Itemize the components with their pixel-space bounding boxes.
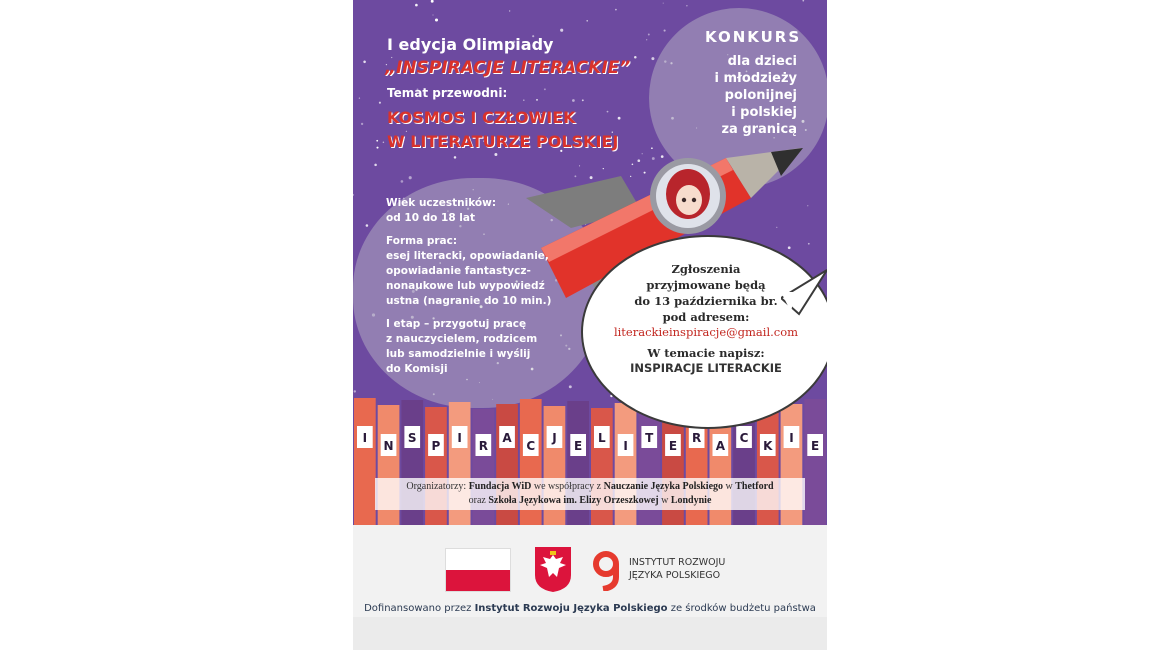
form-line: esej literacki, opowiadanie, (386, 250, 549, 262)
spine-letter: E (574, 439, 583, 453)
spine-letter: A (502, 431, 512, 445)
star (646, 39, 647, 40)
olympiad-name: „INSPIRACJE LITERACKIE” (385, 58, 631, 78)
bubble-line: W temacie napisz: (647, 346, 765, 360)
star (366, 224, 369, 227)
organizers-w: w (723, 481, 736, 492)
stage-line: do Komisji (386, 363, 448, 375)
organizers-and: oraz (468, 495, 489, 506)
book-spine (804, 399, 826, 525)
star (509, 10, 510, 11)
organizer-2: Nauczanie Języka Polskiego (603, 481, 724, 492)
star (379, 102, 381, 104)
spine-letter: I (789, 431, 794, 445)
star (361, 123, 363, 125)
star (431, 0, 434, 3)
organizer-3-city: Londynie (670, 495, 712, 506)
irjp-logo-icon (593, 551, 623, 591)
organizers-prefix: Organizatorzy: (406, 481, 469, 492)
irjp-name (629, 556, 725, 582)
organizers-note (375, 478, 805, 510)
spine-letter: E (668, 439, 678, 453)
funding-org: Instytut Rozwoju Języka Polskiego (474, 603, 668, 614)
age-label: Wiek uczestników: (386, 197, 497, 209)
bubble-subject: INSPIRACJE LITERACKIE (630, 361, 782, 375)
age-value: od 10 do 18 lat (386, 212, 476, 224)
spine-letter: J (552, 431, 557, 445)
organizers-w: w (658, 495, 671, 506)
star (544, 88, 546, 90)
footer-band (353, 617, 827, 650)
irjp-name-line2: JĘZYKA POLSKIEGO (629, 570, 721, 581)
sponsor-footer (353, 525, 827, 650)
star (586, 20, 588, 22)
girl-eye-right (692, 198, 696, 202)
edition-heading: I edycja Olimpiady (387, 35, 554, 54)
polish-flag-icon (446, 549, 510, 591)
contest-line: i polskiej (731, 105, 797, 120)
star (664, 30, 666, 32)
spine-letter: P (431, 439, 441, 453)
star (572, 99, 575, 102)
funding-statement (353, 603, 827, 614)
star (409, 176, 412, 179)
stage-line: I etap – przygotuj pracę (386, 318, 527, 330)
spine-letter: T (645, 431, 654, 445)
organizer-1: Fundacja WiD (468, 481, 532, 492)
spine-letter: K (763, 439, 773, 453)
star (634, 56, 637, 59)
participant-info (386, 196, 571, 377)
theme-line-1: KOSMOS I CZŁOWIEK (387, 108, 576, 127)
star (376, 147, 378, 149)
theme-label: Temat przewodni: (387, 86, 508, 100)
spine-letter: A (715, 439, 725, 453)
star (354, 390, 356, 392)
contest-title: KONKURS (705, 28, 802, 46)
book-spine (354, 398, 376, 525)
spine-letter: I (457, 431, 462, 445)
star (560, 29, 563, 32)
star (582, 99, 584, 101)
star (374, 164, 377, 167)
star (454, 156, 457, 159)
stage-line: lub samodzielnie i wyślij (386, 348, 531, 360)
contest-line: dla dzieci (727, 54, 797, 69)
star (415, 4, 418, 7)
star (376, 140, 378, 142)
star (615, 9, 617, 11)
form-line: opowiadanie fantastycz- (386, 265, 531, 277)
contact-email[interactable]: literackieinspiracje@gmail.com (613, 325, 799, 339)
spine-letter: I (623, 439, 628, 453)
funding-prefix: Dofinansowano przez (364, 603, 475, 614)
organizer-2-city: Thetford (735, 481, 774, 492)
theme-line-2: W LITERATURZE POLSKIEJ (387, 132, 619, 151)
star (359, 97, 360, 98)
star (651, 57, 654, 60)
star (648, 34, 650, 36)
polish-eagle-emblem-icon (533, 545, 573, 593)
star (686, 5, 687, 6)
star (353, 194, 354, 196)
spine-letter: C (739, 431, 749, 445)
spine-letter: S (407, 431, 417, 445)
star (383, 142, 385, 144)
contest-line: za granicą (721, 122, 797, 137)
stage-line: z nauczycielem, rodzicem (386, 333, 538, 345)
bubble-line: Zgłoszenia (671, 262, 741, 276)
girl-eye-left (682, 198, 686, 202)
star (663, 3, 664, 4)
star (523, 99, 525, 101)
star (802, 0, 804, 2)
bubble-line: przyjmowane będą (646, 278, 766, 292)
star (569, 385, 572, 388)
contest-line: i młodzieży (714, 71, 797, 86)
spine-letter: R (692, 431, 702, 445)
spine-letter: R (478, 439, 488, 453)
spine-letter: I (362, 431, 368, 445)
contest-line: polonijnej (724, 88, 797, 103)
star (536, 99, 538, 101)
spine-letter: E (811, 439, 820, 453)
poster (353, 0, 827, 525)
star (363, 61, 366, 64)
star (435, 18, 438, 21)
star (432, 14, 433, 15)
form-line: ustna (nagranie do 10 min.) (386, 295, 552, 307)
organizers-mid: we współpracy z (531, 481, 604, 492)
girl-face (676, 185, 702, 215)
organizer-3: Szkoła Językowa im. Elizy Orzeszkowej (488, 495, 659, 506)
form-label: Forma prac: (386, 235, 458, 247)
star (618, 117, 621, 120)
star (401, 180, 404, 183)
bubble-line: do 13 października br. (634, 294, 778, 308)
funding-suffix: ze środków budżetu państwa (667, 603, 816, 614)
spine-letter: L (598, 431, 606, 445)
form-line: nonaukowe lub wypowiedź (386, 280, 545, 292)
irjp-name-line1: INSTYTUT ROZWOJU (629, 557, 726, 568)
spine-letter: C (526, 439, 536, 453)
spine-letter: N (383, 439, 394, 453)
star (607, 111, 609, 113)
bubble-line: pod adresem: (662, 310, 750, 324)
